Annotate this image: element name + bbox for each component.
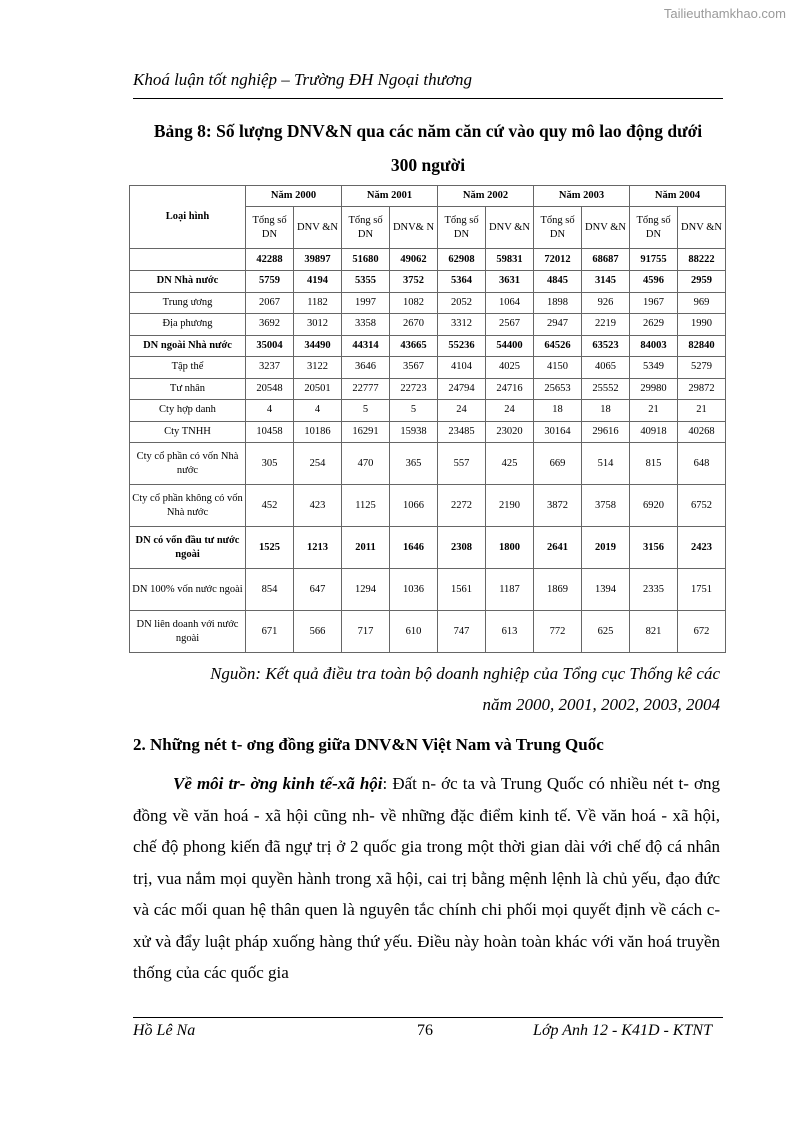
value-cell: 1561 <box>438 569 486 611</box>
value-cell: 613 <box>486 611 534 653</box>
value-cell: 2052 <box>438 292 486 314</box>
table-row <box>130 271 726 293</box>
value-cell: 1997 <box>342 292 390 314</box>
year-header: Năm 2000 <box>246 186 342 207</box>
value-cell: 3692 <box>246 314 294 336</box>
value-cell: 1294 <box>342 569 390 611</box>
table-row <box>130 421 726 443</box>
table-row <box>130 400 726 422</box>
table-row <box>130 335 726 357</box>
row-label-cell: DN 100% vốn nước ngoài <box>130 569 246 611</box>
totals-label-cell <box>130 249 246 271</box>
row-label-cell: Cty cổ phần không có vốn Nhà nước <box>130 485 246 527</box>
value-cell: 3567 <box>390 357 438 379</box>
value-cell: 2219 <box>582 314 630 336</box>
total-cell: 49062 <box>390 249 438 271</box>
subheader-cell: DNV &N <box>486 207 534 249</box>
value-cell: 3122 <box>294 357 342 379</box>
value-cell: 24794 <box>438 378 486 400</box>
value-cell: 25552 <box>582 378 630 400</box>
value-cell: 29616 <box>582 421 630 443</box>
value-cell: 648 <box>678 443 726 485</box>
row-label-cell: Trung ương <box>130 292 246 314</box>
year-header: Năm 2003 <box>534 186 630 207</box>
value-cell: 55236 <box>438 335 486 357</box>
value-cell: 25653 <box>534 378 582 400</box>
total-cell: 42288 <box>246 249 294 271</box>
subheader-cell: DNV &N <box>294 207 342 249</box>
value-cell: 672 <box>678 611 726 653</box>
subheader-cell: Tổng số DN <box>342 207 390 249</box>
value-cell: 3752 <box>390 271 438 293</box>
value-cell: 63523 <box>582 335 630 357</box>
value-cell: 3237 <box>246 357 294 379</box>
value-cell: 2190 <box>486 485 534 527</box>
value-cell: 566 <box>294 611 342 653</box>
value-cell: 2641 <box>534 527 582 569</box>
value-cell: 54400 <box>486 335 534 357</box>
value-cell: 18 <box>582 400 630 422</box>
subheader-cell: DNV &N <box>678 207 726 249</box>
footer-author: Hồ Lê Na <box>133 1022 196 1039</box>
value-cell: 5 <box>390 400 438 422</box>
value-cell: 610 <box>390 611 438 653</box>
total-cell: 88222 <box>678 249 726 271</box>
section-heading: 2. Những nét t- ơng đồng giữa DNV&N Việt Nam và Trung Quốc <box>133 735 604 754</box>
value-cell: 854 <box>246 569 294 611</box>
value-cell: 23485 <box>438 421 486 443</box>
page-number: 76 <box>417 1022 433 1039</box>
value-cell: 2629 <box>630 314 678 336</box>
total-cell: 72012 <box>534 249 582 271</box>
value-cell: 21 <box>678 400 726 422</box>
value-cell: 3012 <box>294 314 342 336</box>
header-rule <box>133 98 723 99</box>
value-cell: 815 <box>630 443 678 485</box>
year-header: Năm 2004 <box>630 186 726 207</box>
total-cell: 91755 <box>630 249 678 271</box>
value-cell: 10186 <box>294 421 342 443</box>
year-header-row <box>130 186 726 207</box>
running-header: Khoá luận tốt nghiệp – Trường ĐH Ngoại thương <box>133 70 472 89</box>
value-cell: 425 <box>486 443 534 485</box>
value-cell: 10458 <box>246 421 294 443</box>
watermark: Tailieuthamkhao.com <box>663 6 786 21</box>
value-cell: 20548 <box>246 378 294 400</box>
value-cell: 5364 <box>438 271 486 293</box>
value-cell: 5349 <box>630 357 678 379</box>
value-cell: 671 <box>246 611 294 653</box>
value-cell: 3646 <box>342 357 390 379</box>
value-cell: 4104 <box>438 357 486 379</box>
value-cell: 2308 <box>438 527 486 569</box>
year-header: Năm 2001 <box>342 186 438 207</box>
value-cell: 24 <box>486 400 534 422</box>
value-cell: 20501 <box>294 378 342 400</box>
value-cell: 18 <box>534 400 582 422</box>
value-cell: 557 <box>438 443 486 485</box>
value-cell: 2567 <box>486 314 534 336</box>
source-note <box>140 658 720 720</box>
value-cell: 470 <box>342 443 390 485</box>
table-title <box>128 114 728 182</box>
value-cell: 5355 <box>342 271 390 293</box>
value-cell: 1036 <box>390 569 438 611</box>
value-cell: 6920 <box>630 485 678 527</box>
value-cell: 669 <box>534 443 582 485</box>
row-header-cell: Loại hình <box>130 186 246 249</box>
value-cell: 1898 <box>534 292 582 314</box>
value-cell: 34490 <box>294 335 342 357</box>
value-cell: 4596 <box>630 271 678 293</box>
row-label-cell: DN có vốn đầu tư nước ngoài <box>130 527 246 569</box>
body-paragraph <box>133 768 720 989</box>
value-cell: 3145 <box>582 271 630 293</box>
value-cell: 5 <box>342 400 390 422</box>
total-cell: 62908 <box>438 249 486 271</box>
table-row <box>130 357 726 379</box>
value-cell: 29980 <box>630 378 678 400</box>
value-cell: 2272 <box>438 485 486 527</box>
row-label-cell: Cty hợp danh <box>130 400 246 422</box>
value-cell: 969 <box>678 292 726 314</box>
value-cell: 4194 <box>294 271 342 293</box>
table-row <box>130 527 726 569</box>
value-cell: 4 <box>246 400 294 422</box>
value-cell: 1064 <box>486 292 534 314</box>
footer-rule <box>133 1017 723 1018</box>
value-cell: 625 <box>582 611 630 653</box>
value-cell: 3631 <box>486 271 534 293</box>
value-cell: 29872 <box>678 378 726 400</box>
table-title-line-1: Bảng 8: Số lượng DNV&N qua các năm căn cứ vào quy mô lao động dưới <box>153 121 703 141</box>
footer-class: Lớp Anh 12 - K41D - KTNT <box>533 1022 712 1039</box>
row-label-cell: Tập thể <box>130 357 246 379</box>
subheader-cell: DNV& N <box>390 207 438 249</box>
value-cell: 1646 <box>390 527 438 569</box>
table-title-line-2: 300 người <box>390 155 466 175</box>
value-cell: 305 <box>246 443 294 485</box>
value-cell: 6752 <box>678 485 726 527</box>
value-cell: 22777 <box>342 378 390 400</box>
value-cell: 1213 <box>294 527 342 569</box>
value-cell: 2423 <box>678 527 726 569</box>
value-cell: 1990 <box>678 314 726 336</box>
table-row <box>130 378 726 400</box>
value-cell: 1125 <box>342 485 390 527</box>
value-cell: 423 <box>294 485 342 527</box>
value-cell: 1800 <box>486 527 534 569</box>
value-cell: 2670 <box>390 314 438 336</box>
value-cell: 821 <box>630 611 678 653</box>
subheader-cell: Tổng số DN <box>630 207 678 249</box>
total-cell: 68687 <box>582 249 630 271</box>
value-cell: 365 <box>390 443 438 485</box>
value-cell: 1967 <box>630 292 678 314</box>
value-cell: 254 <box>294 443 342 485</box>
value-cell: 44314 <box>342 335 390 357</box>
value-cell: 2019 <box>582 527 630 569</box>
value-cell: 43665 <box>390 335 438 357</box>
subheader-cell: DNV &N <box>582 207 630 249</box>
row-label-cell: DN Nhà nước <box>130 271 246 293</box>
row-label-cell: DN liên doanh với nước ngoài <box>130 611 246 653</box>
subheader-cell: Tổng số DN <box>534 207 582 249</box>
row-label-cell: Cty TNHH <box>130 421 246 443</box>
value-cell: 772 <box>534 611 582 653</box>
value-cell: 5279 <box>678 357 726 379</box>
table-row <box>130 292 726 314</box>
subheader-cell: Tổng số DN <box>438 207 486 249</box>
table-row <box>130 611 726 653</box>
row-label-cell: Cty cổ phần có vốn Nhà nước <box>130 443 246 485</box>
value-cell: 926 <box>582 292 630 314</box>
value-cell: 4845 <box>534 271 582 293</box>
row-label-cell: DN ngoài Nhà nước <box>130 335 246 357</box>
value-cell: 3156 <box>630 527 678 569</box>
paragraph-lead: Về môi tr- ờng kinh tế-xã hội <box>173 774 383 793</box>
value-cell: 717 <box>342 611 390 653</box>
table-row <box>130 485 726 527</box>
value-cell: 3312 <box>438 314 486 336</box>
value-cell: 84003 <box>630 335 678 357</box>
value-cell: 64526 <box>534 335 582 357</box>
value-cell: 21 <box>630 400 678 422</box>
row-label-cell: Tư nhân <box>130 378 246 400</box>
total-cell: 59831 <box>486 249 534 271</box>
value-cell: 647 <box>294 569 342 611</box>
value-cell: 1066 <box>390 485 438 527</box>
value-cell: 40918 <box>630 421 678 443</box>
value-cell: 1394 <box>582 569 630 611</box>
value-cell: 514 <box>582 443 630 485</box>
year-header: Năm 2002 <box>438 186 534 207</box>
value-cell: 2335 <box>630 569 678 611</box>
value-cell: 2947 <box>534 314 582 336</box>
value-cell: 1182 <box>294 292 342 314</box>
value-cell: 24 <box>438 400 486 422</box>
row-label-cell: Địa phương <box>130 314 246 336</box>
value-cell: 452 <box>246 485 294 527</box>
value-cell: 5759 <box>246 271 294 293</box>
value-cell: 2011 <box>342 527 390 569</box>
value-cell: 3872 <box>534 485 582 527</box>
value-cell: 747 <box>438 611 486 653</box>
value-cell: 4 <box>294 400 342 422</box>
subheader-cell: Tổng số DN <box>246 207 294 249</box>
value-cell: 30164 <box>534 421 582 443</box>
value-cell: 22723 <box>390 378 438 400</box>
value-cell: 2067 <box>246 292 294 314</box>
value-cell: 1082 <box>390 292 438 314</box>
value-cell: 4065 <box>582 357 630 379</box>
value-cell: 1187 <box>486 569 534 611</box>
paragraph-body: : Đất n- ớc ta và Trung Quốc có nhiều nét t- ơng đồng về văn hoá - xã hội cũng nh- về những đặc điểm kinh tế. Về văn hoá - xã hội, chế độ phong kiến đã ngự trị ở 2 quốc gia trong một thời gian dài với chế độ cá nhân trị, vua nắm mọi quyền hành trong xã hội, cai trị bằng mệnh lệnh là chủ yếu, đạo đức và các mối quan hệ thân quen là nguyên tắc chính chi phối mọi quyết định về cách c- xử và đẩy luật pháp xuống hàng thứ yếu. Điều này hoàn toàn khác với văn hoá truyền thống của các quốc gia <box>133 774 720 982</box>
value-cell: 2959 <box>678 271 726 293</box>
totals-row <box>130 249 726 271</box>
source-line-1: Nguồn: Kết quả điều tra toàn bộ doanh nghiệp của Tổng cục Thống kê các <box>210 664 720 683</box>
total-cell: 39897 <box>294 249 342 271</box>
data-table <box>129 185 726 653</box>
value-cell: 24716 <box>486 378 534 400</box>
value-cell: 23020 <box>486 421 534 443</box>
value-cell: 15938 <box>390 421 438 443</box>
table-row <box>130 443 726 485</box>
value-cell: 35004 <box>246 335 294 357</box>
value-cell: 1525 <box>246 527 294 569</box>
value-cell: 3758 <box>582 485 630 527</box>
total-cell: 51680 <box>342 249 390 271</box>
source-line-2: năm 2000, 2001, 2002, 2003, 2004 <box>482 695 720 714</box>
value-cell: 82840 <box>678 335 726 357</box>
value-cell: 16291 <box>342 421 390 443</box>
value-cell: 3358 <box>342 314 390 336</box>
value-cell: 4025 <box>486 357 534 379</box>
value-cell: 1751 <box>678 569 726 611</box>
value-cell: 40268 <box>678 421 726 443</box>
value-cell: 4150 <box>534 357 582 379</box>
table-row <box>130 569 726 611</box>
value-cell: 1869 <box>534 569 582 611</box>
table-row <box>130 314 726 336</box>
